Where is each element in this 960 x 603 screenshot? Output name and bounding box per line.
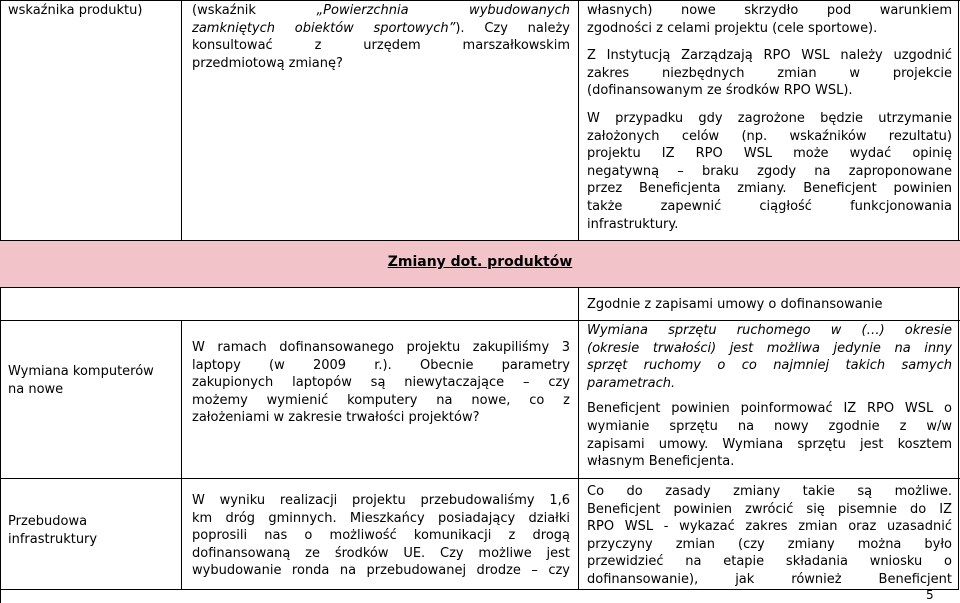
text-line: projektu IZ RPO WSL może wydać opinię [587, 146, 952, 162]
header-row-border [0, 320, 960, 321]
text-line: RPO WSL - wykazać zakres zmian oraz uzasadnić [587, 519, 952, 535]
text-line: także zapewnić ciągłość funkcjonowania [587, 198, 952, 214]
text-line: zgodności z celami projektu (cele sportowe). [587, 20, 878, 36]
text-line: dofinansowaną ze środków UE. Czy możliwe jest [192, 545, 570, 561]
text-line: (wskaźnik „Powierzchnia wybudowanych [192, 3, 570, 18]
text-line: własnym Beneficjenta. [587, 454, 735, 470]
section-title: Zmiany dot. produktów [387, 254, 573, 270]
text-line: założonych celów (np. wskaźników rezultatu) [587, 128, 952, 144]
text-line: wybudowanie ronda na przebudowanej drodze – czy [192, 563, 570, 579]
text-line: W przypadku gdy zagrożone będzie utrzymanie [587, 110, 952, 126]
row2-col1 [8, 363, 176, 398]
table-border-right [958, 0, 959, 590]
text-line: wymianie sprzętu na nowy zgodnie z w/w [587, 418, 952, 434]
table-border-col2-lower [578, 288, 579, 590]
text-line: zakres niezbędnych zmian w projekcie [587, 65, 952, 81]
table-border-top [0, 0, 960, 1]
row1-col1: wskaźnika produktu) [8, 3, 143, 18]
text-line: założeniami w zakresie trwałości projektów? [192, 410, 480, 426]
text-line: infrastruktury [8, 531, 98, 547]
text-line: zakupionych laptopów są niewytaczające – czy [192, 375, 570, 391]
row1-col2 [192, 2, 570, 72]
text-line: laptopy (w 2009 r.). Obecnie parametry [192, 357, 570, 373]
text-line: przedmiotową zmianę? [192, 55, 343, 71]
text-line: (okresie trwałości) jest możliwa jedynie na inny [587, 340, 952, 356]
table-border-col1-lower [181, 320, 182, 590]
text-line: poprosili nas o możliwość komunikacji z drogą [192, 528, 570, 544]
text-line: Przebudowa [8, 514, 88, 529]
text-line: możemy wymienić komputery na nowe, co z [192, 392, 570, 408]
row-divider [0, 478, 960, 479]
section-header [0, 240, 960, 288]
text-line: negatywną – braku zgody na zaproponowane [587, 163, 952, 179]
row3-col3 [587, 483, 952, 589]
text-line: konsultować z urzędem marszałkowskim [192, 38, 570, 54]
text-line: zamkniętych obiektów sportowych”). Czy należy [192, 20, 570, 36]
row2-col3 [587, 322, 952, 471]
row1-col3 [587, 2, 952, 233]
table-border-bottom [0, 589, 959, 590]
text-line: km dróg gminnych. Mieszkańcy posiadający działki [192, 510, 570, 526]
text-line: Z Instytucją Zarządzają RPO WSL należy uzgodnić [587, 48, 952, 64]
row3-col2 [192, 492, 570, 580]
text-line: dofinansowanie), jak również Beneficjent [587, 571, 952, 587]
text-line: Co do zasady zmiany takie są możliwe. [587, 484, 952, 499]
text-line: Wymiana komputerów [8, 364, 154, 379]
table-border-col2 [578, 0, 579, 240]
text-line: (dofinansowanym ze środków RPO WSL). [587, 83, 853, 99]
row3-col1 [8, 513, 176, 548]
text-line: przyczyny zmian (czy zmiany można było [587, 536, 952, 552]
text-line: Beneficjent powinien poinformować IZ RPO WSL o [587, 401, 952, 417]
text-line: infrastruktury. [587, 216, 679, 232]
text-line: parametrach. [587, 375, 676, 391]
header-row-col3: Zgodnie z zapisami umowy o dofinansowanie [587, 297, 883, 312]
table-border-left [0, 0, 1, 603]
text-line: W ramach dofinansowanego projektu zakupiliśmy 3 [192, 340, 570, 355]
text-line: na nowe [8, 381, 64, 397]
text-line: sprzęt ruchomy o co najmniej takich samych [587, 358, 952, 374]
text-line: przewidzieć na etapie składania wniosku o [587, 554, 952, 570]
text-line: Wymiana sprzętu ruchomego w (…) okresie [587, 323, 952, 338]
page-number: 5 [926, 588, 934, 602]
row2-col2 [192, 339, 570, 427]
text-line: przez Beneficjenta zmiany. Beneficjent powinien [587, 181, 952, 197]
text-line: zapisami umowy. Wymiana sprzętu jest kosztem [587, 436, 952, 452]
text-line: Beneficjent powinien zwrócić się pisemnie do IZ [587, 501, 952, 517]
table-border-col1 [181, 0, 182, 240]
text-line: W wyniku realizacji projektu przebudowaliśmy 1,6 [192, 493, 570, 508]
text-line: własnych) nowe skrzydło pod warunkiem [587, 3, 952, 18]
